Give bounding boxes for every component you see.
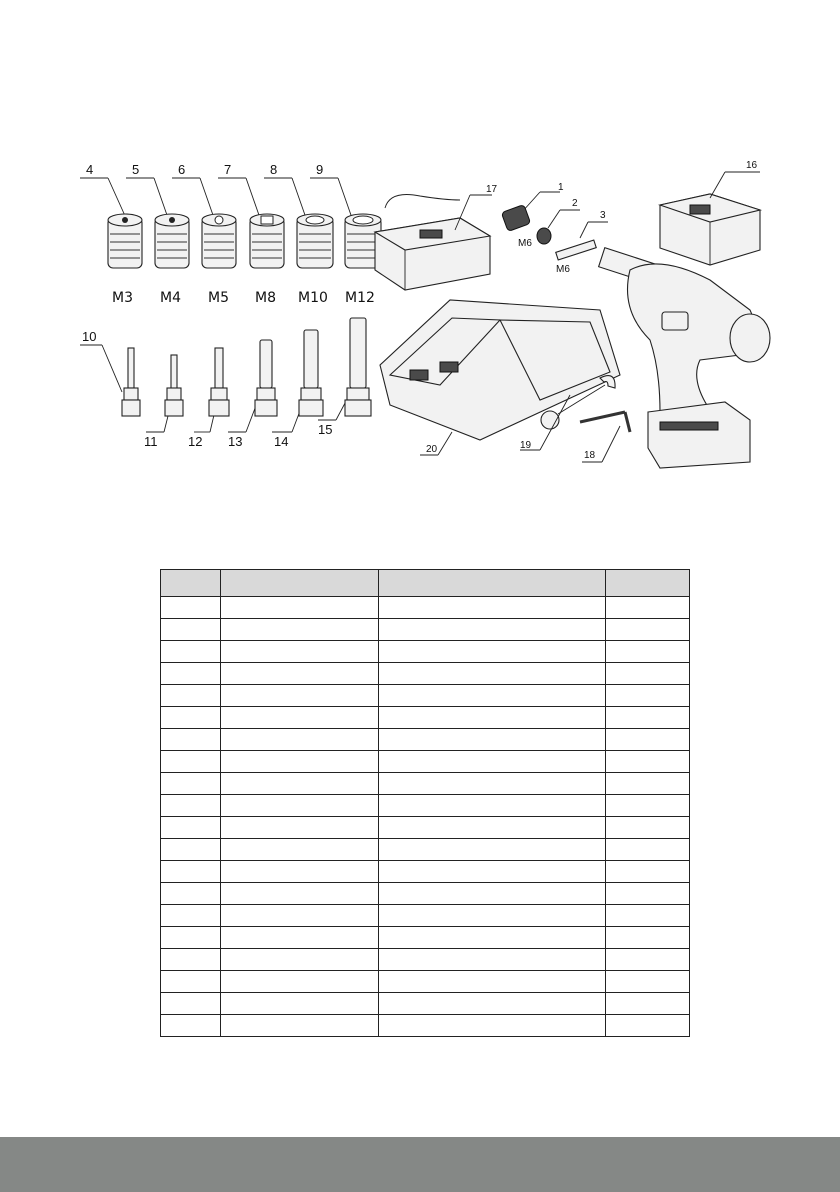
header-cell bbox=[606, 570, 690, 597]
table-cell bbox=[220, 971, 378, 993]
table-cell bbox=[606, 619, 690, 641]
callout-13: 13 bbox=[228, 434, 243, 449]
table-cell bbox=[161, 619, 221, 641]
callout-14: 14 bbox=[274, 434, 289, 449]
table-cell bbox=[220, 773, 378, 795]
callout-11: 11 bbox=[144, 434, 158, 449]
table-row bbox=[161, 707, 690, 729]
table-cell bbox=[606, 597, 690, 619]
table-cell bbox=[378, 993, 606, 1015]
table-cell bbox=[378, 883, 606, 905]
callout-12: 12 bbox=[188, 434, 203, 449]
table-cell bbox=[378, 949, 606, 971]
header-cell bbox=[161, 570, 221, 597]
table-header-row bbox=[161, 570, 690, 597]
table-cell bbox=[220, 707, 378, 729]
callout-18: 18 bbox=[584, 450, 596, 461]
table-cell bbox=[378, 817, 606, 839]
table-cell bbox=[161, 839, 221, 861]
table-row bbox=[161, 883, 690, 905]
callout-9: 9 bbox=[316, 162, 324, 177]
table-cell bbox=[606, 905, 690, 927]
table-cell bbox=[606, 1015, 690, 1037]
footer-bar bbox=[0, 1137, 840, 1192]
table-body bbox=[161, 597, 690, 1037]
table-cell bbox=[378, 663, 606, 685]
table-cell bbox=[606, 773, 690, 795]
table-row bbox=[161, 663, 690, 685]
table-cell bbox=[378, 707, 606, 729]
table-cell bbox=[161, 729, 221, 751]
table-cell bbox=[378, 619, 606, 641]
table-row bbox=[161, 619, 690, 641]
callout-5: 5 bbox=[132, 162, 140, 177]
table-cell bbox=[161, 597, 221, 619]
table-cell bbox=[606, 751, 690, 773]
table-cell bbox=[606, 685, 690, 707]
mandrel-12 bbox=[188, 348, 229, 449]
callout-8: 8 bbox=[270, 162, 278, 177]
table-cell bbox=[378, 971, 606, 993]
table-row bbox=[161, 773, 690, 795]
table-cell bbox=[220, 795, 378, 817]
table-cell bbox=[378, 861, 606, 883]
table-cell bbox=[378, 927, 606, 949]
table-cell bbox=[606, 663, 690, 685]
size-label-m5: M5 bbox=[208, 290, 229, 306]
mandrel-13 bbox=[228, 340, 277, 449]
table-cell bbox=[161, 1015, 221, 1037]
table-cell bbox=[378, 905, 606, 927]
table-cell bbox=[220, 861, 378, 883]
table-row bbox=[161, 993, 690, 1015]
table-cell bbox=[378, 795, 606, 817]
table-cell bbox=[220, 817, 378, 839]
table-cell bbox=[220, 641, 378, 663]
table-cell bbox=[161, 751, 221, 773]
thread-label-part1: M6 bbox=[518, 238, 532, 249]
table-cell bbox=[220, 905, 378, 927]
table-row bbox=[161, 1015, 690, 1037]
table-cell bbox=[606, 795, 690, 817]
table-cell bbox=[220, 993, 378, 1015]
callout-15: 15 bbox=[318, 422, 333, 437]
table-row bbox=[161, 751, 690, 773]
callout-20: 20 bbox=[426, 444, 438, 455]
size-label-m8: M8 bbox=[255, 290, 276, 306]
table-cell bbox=[378, 685, 606, 707]
table-row bbox=[161, 905, 690, 927]
table-cell bbox=[606, 883, 690, 905]
table-cell bbox=[161, 861, 221, 883]
table-cell bbox=[220, 729, 378, 751]
table-cell bbox=[378, 839, 606, 861]
table-cell bbox=[606, 839, 690, 861]
table-row bbox=[161, 729, 690, 751]
table-cell bbox=[161, 663, 221, 685]
table-cell bbox=[220, 883, 378, 905]
table-row bbox=[161, 685, 690, 707]
table-cell bbox=[161, 817, 221, 839]
callout-19: 19 bbox=[520, 440, 532, 451]
callout-7: 7 bbox=[224, 162, 232, 177]
size-label-m4: M4 bbox=[160, 290, 181, 306]
table-cell bbox=[161, 707, 221, 729]
table-cell bbox=[378, 641, 606, 663]
table-row bbox=[161, 641, 690, 663]
table-cell bbox=[606, 707, 690, 729]
callout-16: 16 bbox=[746, 160, 758, 171]
size-label-m3: M3 bbox=[112, 290, 133, 306]
table-cell bbox=[220, 685, 378, 707]
parts-list-table bbox=[160, 569, 690, 1037]
table-row bbox=[161, 949, 690, 971]
thread-label-part3: M6 bbox=[556, 264, 570, 275]
table-cell bbox=[161, 773, 221, 795]
table-row bbox=[161, 971, 690, 993]
table-cell bbox=[220, 949, 378, 971]
table-cell bbox=[606, 641, 690, 663]
table-cell bbox=[378, 597, 606, 619]
table-row bbox=[161, 927, 690, 949]
battery-charger-17 bbox=[375, 184, 498, 290]
table-cell bbox=[378, 1015, 606, 1037]
table-cell bbox=[220, 751, 378, 773]
table-cell bbox=[220, 927, 378, 949]
callout-6: 6 bbox=[178, 162, 186, 177]
table-cell bbox=[161, 905, 221, 927]
callout-2: 2 bbox=[572, 198, 578, 209]
size-label-m10: M10 bbox=[298, 290, 328, 306]
mandrel-14 bbox=[272, 330, 323, 449]
nose-parts bbox=[501, 182, 608, 275]
table-row bbox=[161, 597, 690, 619]
size-label-m12: M12 bbox=[345, 290, 375, 306]
table-cell bbox=[606, 949, 690, 971]
header-cell bbox=[378, 570, 606, 597]
table-cell bbox=[606, 729, 690, 751]
table-cell bbox=[220, 839, 378, 861]
table-cell bbox=[161, 927, 221, 949]
table-row bbox=[161, 839, 690, 861]
table-cell bbox=[378, 773, 606, 795]
table-cell bbox=[161, 993, 221, 1015]
table-cell bbox=[220, 619, 378, 641]
table-cell bbox=[161, 971, 221, 993]
table-cell bbox=[606, 817, 690, 839]
table-cell bbox=[220, 663, 378, 685]
callout-17: 17 bbox=[486, 184, 498, 195]
header-cell bbox=[220, 570, 378, 597]
table-cell bbox=[606, 927, 690, 949]
table-row bbox=[161, 817, 690, 839]
mandrel-10 bbox=[80, 329, 140, 416]
rivet-nut-gun bbox=[599, 248, 770, 468]
table-cell bbox=[378, 729, 606, 751]
table-cell bbox=[161, 685, 221, 707]
battery-pack-16 bbox=[660, 160, 760, 265]
table-cell bbox=[220, 1015, 378, 1037]
table-cell bbox=[220, 597, 378, 619]
table-cell bbox=[606, 971, 690, 993]
tool-case-20 bbox=[380, 300, 620, 455]
table-row bbox=[161, 861, 690, 883]
table-cell bbox=[606, 993, 690, 1015]
table-cell bbox=[161, 883, 221, 905]
callout-3: 3 bbox=[600, 210, 606, 221]
callout-4: 4 bbox=[86, 162, 94, 177]
callout-10: 10 bbox=[82, 329, 97, 344]
table-cell bbox=[161, 795, 221, 817]
exploded-parts-diagram bbox=[60, 150, 780, 470]
table-cell bbox=[606, 861, 690, 883]
mandrel-15 bbox=[318, 318, 371, 437]
mandrel-11 bbox=[144, 355, 183, 449]
hex-key-18 bbox=[580, 412, 630, 462]
table-cell bbox=[161, 641, 221, 663]
table-cell bbox=[161, 949, 221, 971]
table-row bbox=[161, 795, 690, 817]
callout-1: 1 bbox=[558, 182, 564, 193]
table-cell bbox=[378, 751, 606, 773]
